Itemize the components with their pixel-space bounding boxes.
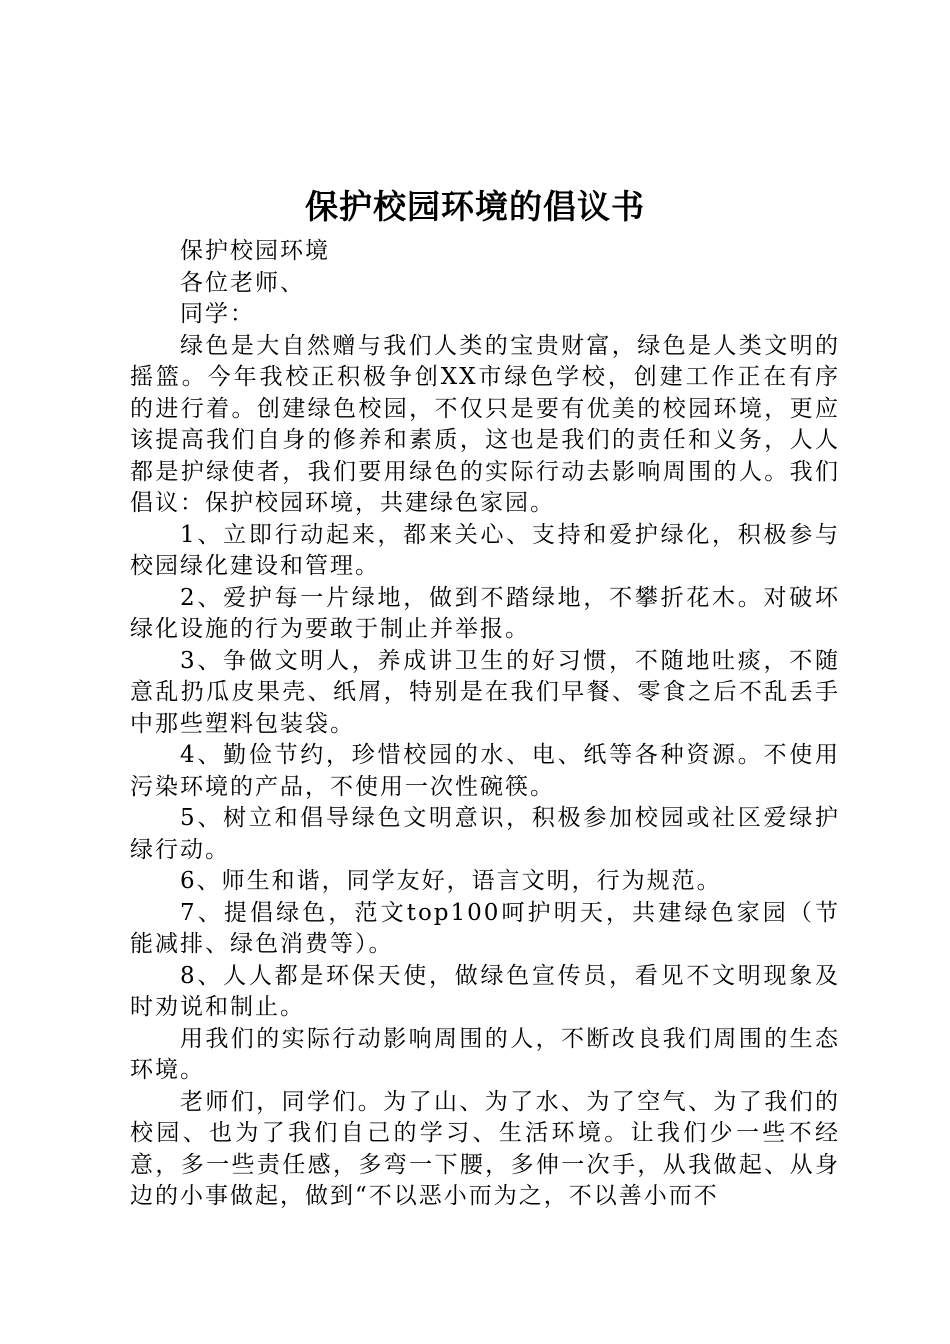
proposal-item-4: 4、勤俭节约，珍惜校园的水、电、纸等各种资源。不使用污染环境的产品，不使用一次性碗筷。 [130,742,840,800]
proposal-item-7: 7、提倡绿色，范文top100呵护明天，共建绿色家园（节能减排、绿色消费等）。 [130,899,840,957]
action-paragraph: 用我们的实际行动影响周围的人，不断改良我们周围的生态环境。 [130,1025,840,1083]
intro-paragraph: 绿色是大自然赠与我们人类的宝贵财富，绿色是人类文明的摇篮。今年我校正积极争创XX市绿色学校，创建工作正在有序的进行着。创建绿色校园，不仅只是要有优美的校园环境，更应该提高我们自身的修养和素质，这也是我们的责任和义务，人人都是护绿使者，我们要用绿色的实际行动去影响周围的人。我们倡议：保护校园环境，共建绿色家园。 [130,332,840,516]
proposal-item-2: 2、爱护每一片绿地，做到不踏绿地，不攀折花木。对破坏绿化设施的行为要敢于制止并举报。 [130,584,840,642]
salutation-subject: 保护校园环境 [180,238,330,264]
document-body [130,236,840,1213]
salutation-students: 同学： [180,301,255,327]
closing-paragraph: 老师们，同学们。为了山、为了水、为了空气、为了我们的校园、也为了我们自己的学习、生活环境。让我们少一些不经意，多一些责任感，多弯一下腰，多伸一次手，从我做起、从身边的小事做起，做到“不以恶小而为之，不以善小而不 [130,1088,840,1209]
proposal-item-8: 8、人人都是环保天使，做绿色宣传员，看见不文明现象及时劝说和制止。 [130,962,840,1020]
salutation-teachers: 各位老师、 [180,269,305,296]
proposal-item-3: 3、争做文明人，养成讲卫生的好习惯，不随地吐痰，不随意乱扔瓜皮果壳、纸屑，特别是在我们早餐、零食之后不乱丢手中那些塑料包装袋。 [130,647,840,737]
proposal-item-1: 1、立即行动起来，都来关心、支持和爱护绿化，积极参与校园绿化建设和管理。 [130,521,840,579]
proposal-item-5: 5、树立和倡导绿色文明意识，积极参加校园或社区爱绿护绿行动。 [130,805,840,863]
document-title: 保护校园环境的倡议书 [305,187,645,226]
proposal-item-6: 6、师生和谐，同学友好，语言文明，行为规范。 [180,868,722,894]
